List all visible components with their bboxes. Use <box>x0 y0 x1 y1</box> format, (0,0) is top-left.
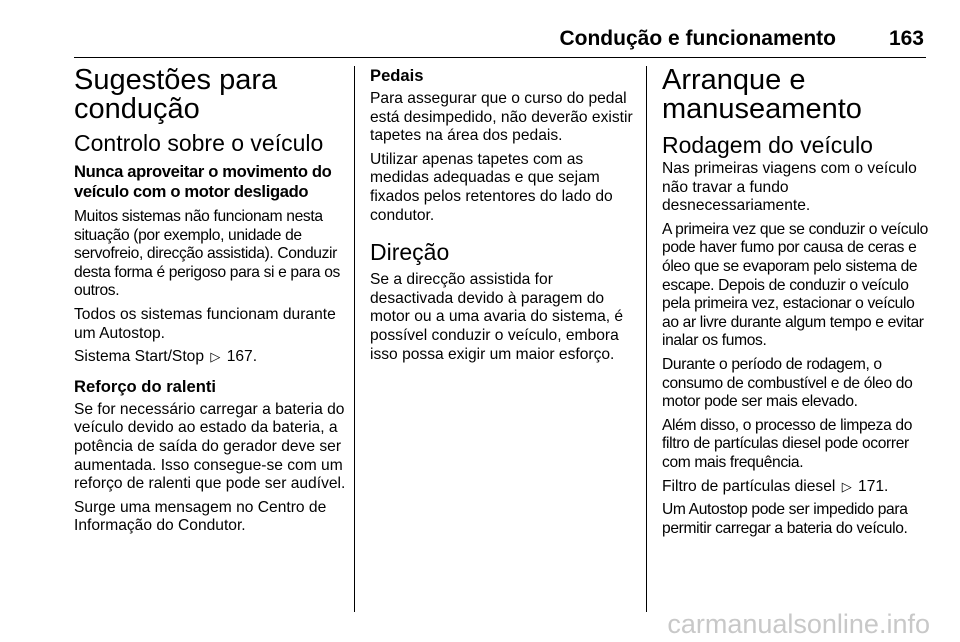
paragraph: Nas primeiras viagens com o veículo não travar a fundo desnecessariamente. <box>662 160 917 215</box>
column-3 <box>662 66 930 543</box>
paragraph: Durante o período de rodagem, o consumo de combustível e de óleo do motor pode ser mais elevado. <box>662 355 913 411</box>
topic-heading-nunca-aproveitar: Nunca aproveitar o movimento do veículo com o motor desligado <box>74 162 332 201</box>
subsection-heading-controlo: Controlo sobre o veículo <box>74 130 324 156</box>
page-reference-arrow-icon: ▷ <box>210 349 221 365</box>
column-2 <box>370 66 638 369</box>
paragraph: Para assegurar que o curso do pedal está desimpedido, não deverão existir tapetes na área dos pedais. <box>370 90 633 145</box>
reference-page[interactable]: 171. <box>858 477 889 495</box>
topic-heading-reforco: Reforço do ralenti <box>74 376 216 396</box>
column-1 <box>74 66 346 541</box>
paragraph: Se a direcção assistida for desactivada devido à paragem do motor ou a uma avaria do sistema, é possível conduzir o veículo, embora isso possa exigir um maior esforço. <box>370 271 624 363</box>
header-title: Condução e funcionamento <box>559 27 836 50</box>
column-divider-2 <box>646 66 647 612</box>
paragraph: Muitos sistemas não funcionam nesta situação (por exemplo, unidade de servofreio, direcção assistida). Conduzir desta forma é perigoso para si e para os outros. <box>74 208 340 300</box>
reference-page[interactable]: 167. <box>226 348 258 366</box>
reference-text: Sistema Start/Stop <box>74 348 205 366</box>
page-reference-arrow-icon: ▷ <box>841 478 852 494</box>
paragraph: Se for necessário carregar a bateria do veículo devido ao estado da bateria, a potência de saída do gerador deve ser aumentada. Isso consegue-se com um reforço de ralenti que pode ser audível. <box>74 400 346 493</box>
page-header <box>74 27 926 58</box>
paragraph: Um Autostop pode ser impedido para permitir carregar a bateria do veículo. <box>662 501 908 537</box>
section-heading-sugestoes: Sugestões para condução <box>74 64 278 125</box>
paragraph: Todos os sistemas funcionam durante um Autostop. <box>74 305 336 342</box>
topic-heading-pedais: Pedais <box>370 66 424 85</box>
watermark: carmanualsonline.info <box>667 609 930 639</box>
subsection-heading-rodagem: Rodagem do veículo <box>662 132 873 158</box>
paragraph-reference <box>662 478 930 497</box>
paragraph: A primeira vez que se conduzir o veículo pode haver fumo por causa de ceras e óleo que se evaporam pelo sistema de escape. Depois de conduzir o veículo pela primeira vez, estacionar o veículo ao ar livre durante algum tempo e evitar inalar os fumos. <box>662 220 928 350</box>
paragraph-reference <box>74 348 346 367</box>
section-heading-arranque: Arranque e manuseamento <box>662 64 862 125</box>
paragraph: Surge uma mensagem no Centro de Informação do Condutor. <box>74 498 327 535</box>
page-number: 163 <box>888 27 924 50</box>
reference-text: Filtro de partículas diesel <box>662 477 836 495</box>
column-divider-1 <box>354 66 355 612</box>
paragraph: Utilizar apenas tapetes com as medidas adequadas e que sejam fixados pelos retentores do lado do condutor. <box>370 150 613 224</box>
paragraph: Além disso, o processo de limpeza do filtro de partículas diesel pode ocorrer com mais frequência. <box>662 416 913 471</box>
subsection-heading-direcao: Direção <box>370 239 450 266</box>
